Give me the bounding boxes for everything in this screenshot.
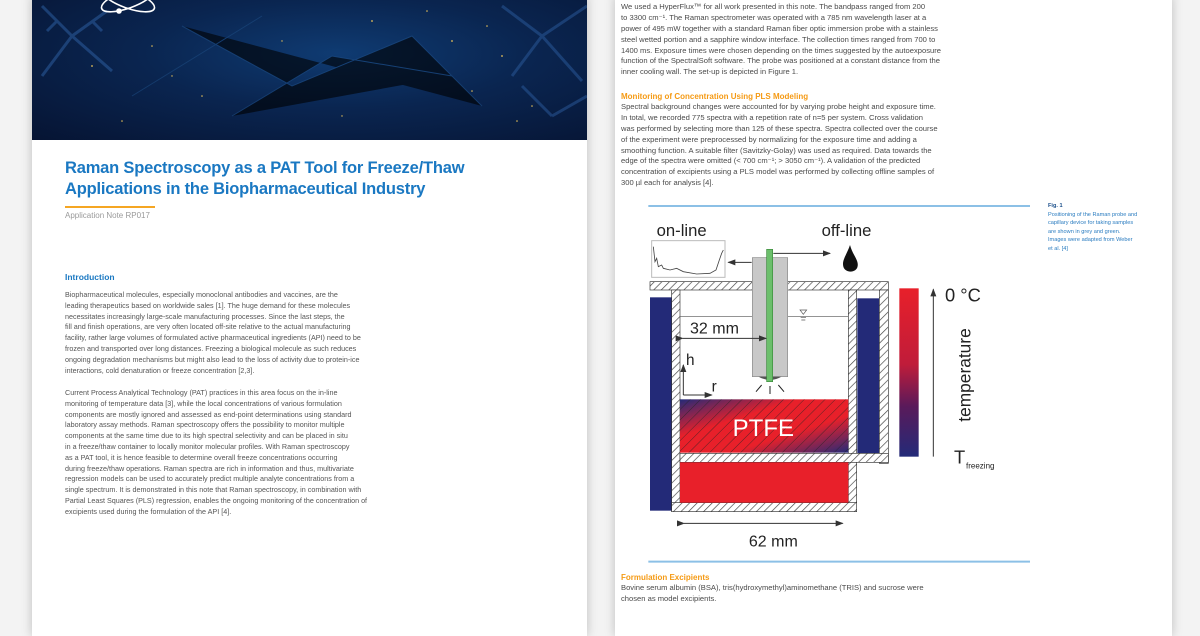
droplet-icon (843, 245, 858, 272)
text-line: laboratory assay methods. Raman spectroscopy offers the possibility to monitor multiple (65, 420, 345, 430)
ptfe-label: PTFE (732, 415, 795, 442)
text-line: monitoring of temperature data [3], while the local concentrations of various formulation (65, 398, 342, 408)
excipients-paragraph (621, 583, 924, 605)
text-line: chosen as model excipients. (621, 593, 717, 603)
text-line: frozen and transported over long distances. Freezing a biological molecule as such reduces (65, 343, 357, 353)
application-note-number: Application Note RP017 (65, 211, 150, 220)
text-line: steel wetted portion and a sapphire window interface. The collection times ranged from 700 to (621, 34, 936, 44)
document-title (65, 158, 565, 200)
snowflake-network-graphic (32, 0, 587, 140)
snowflake-icon (502, 6, 587, 116)
cooling-jacket-left (650, 297, 672, 510)
probe-distance-label: 32 mm (690, 320, 739, 338)
laser-rays-icon (756, 385, 784, 394)
r-label: r (711, 378, 717, 396)
width-label: 62 mm (748, 533, 798, 551)
text-line: regression models can be used to accurately predict multiple analyte concentrations from a (65, 474, 355, 484)
text-line: Spectral background changes were accounted for by varying probe height and exposure time. (621, 102, 936, 111)
text-line: as a PAT tool, it is hence feasible to determine overall freeze concentrations occurring (65, 452, 338, 462)
text-line: inner cooling wall. The set-up is depicted in Figure 1. (621, 67, 799, 77)
network-lines (132, 16, 482, 116)
figure-1-setup-diagram (630, 200, 1030, 570)
text-line: ongoing degradation mechanisms but might also lead to the loss of activity due to protein-ice (65, 354, 360, 364)
text-line: interactions, cold denaturation or freeze concentration [2,3]. (65, 365, 255, 375)
text-line: 1400 ms. Exposure times were chosen depending on the times suggested by the autoexposure (621, 45, 941, 55)
snowflake-icon (42, 6, 112, 76)
online-label: on-line (656, 221, 707, 240)
text-line: Current Process Analytical Technology (PAT) practices in this area focus on the in-line (65, 388, 338, 397)
figure-caption-text: Positioning of the Raman probe and capillary device for taking samples are shown in grey and green. Images were adapted from Weber et al. [4] (1048, 211, 1138, 252)
temperature-top-label: 0 °C (945, 284, 981, 306)
introduction-heading: Introduction (65, 272, 115, 282)
text-line: fill and finish operations, are very often located off-site relative to the actual manufacturing (65, 322, 351, 332)
text-line: during freeze/thaw operations. Raman spectra are rich in information and thus, multivariate (65, 463, 354, 473)
introduction-paragraph-2 (65, 388, 367, 518)
company-logo-icon (99, 0, 158, 17)
text-line: Partial Least Squares (PLS) regression, enables the ongoing monitoring of the concentration of (65, 495, 368, 505)
text-line: components are mostly ignored and assessed as end-point determinations using standard (65, 409, 352, 419)
temperature-bottom-label: T (954, 446, 966, 468)
figure-caption (1048, 202, 1138, 254)
text-line: leading therapeutics based on worldwide sales [1]. The huge demand for these molecules (65, 300, 351, 310)
pls-modeling-paragraph (621, 102, 938, 189)
formulation-excipients-heading: Formulation Excipients (621, 573, 710, 582)
text-line: function of the SpectralSoft software. The probe was positioned at a constant distance from the (621, 56, 940, 66)
temperature-color-scale (899, 288, 918, 456)
title-line: Applications in the Biopharmaceutical Industry (65, 180, 426, 198)
cooling-jacket-right (857, 298, 879, 453)
header-banner-image (32, 0, 587, 140)
heating-block (680, 462, 848, 502)
title-underline (65, 206, 155, 208)
title-line: Raman Spectroscopy as a PAT Tool for Freeze/Thaw (65, 159, 465, 177)
raman-spectrum-inset (652, 241, 725, 278)
text-line: We used a HyperFlux™ for all work presented in this note. The bandpass ranged from 200 (621, 2, 926, 11)
setup-paragraph (621, 2, 941, 78)
sampling-capillary (767, 249, 773, 381)
water-level-icon (800, 310, 807, 320)
text-line: concentration of excipients using a PLS model was performed by collecting offline samples of (621, 167, 935, 177)
text-line: edge of the spectra were omitted (< 700 cm⁻¹; > 3050 cm⁻¹). A validation of the predicted (621, 156, 921, 166)
h-label: h (686, 352, 695, 369)
text-line: Biopharmaceutical molecules, especially monoclonal antibodies and vaccines, are the (65, 290, 338, 299)
text-line: power of 495 mW together with a standard Raman fiber optic immersion probe with a stainless (621, 23, 938, 33)
text-line: smoothing function. A suitable filter (Savitzky-Golay) was used as required. Data towards the (621, 145, 932, 155)
text-line: in a freeze/thaw container to locally monitor molecular profiles. With Raman spectroscopy (65, 441, 350, 451)
text-line: excipients used during the formulation of the API [4]. (65, 506, 232, 516)
offline-label: off-line (821, 221, 872, 240)
text-line: In total, we recorded 775 spectra with a repetition rate of n=5 per system. Cross validation (621, 112, 924, 122)
figure-caption-label: Fig. 1 (1048, 203, 1063, 209)
text-line: to 3300 cm⁻¹. The Raman spectrometer was operated with a 785 nm wavelength laser at a (621, 12, 927, 22)
text-line: single spectrum. It is demonstrated in this note that Raman spectroscopy, in combination with (65, 485, 362, 495)
text-line: Bovine serum albumin (BSA), tris(hydroxymethyl)aminomethane (TRIS) and sucrose were (621, 583, 924, 592)
temperature-axis-label: temperature (954, 328, 975, 422)
temperature-bottom-subscript: freezing (966, 461, 995, 471)
text-line: of the experiment were preprocessed by normalizing for the exposure time and adding a (621, 134, 917, 144)
pls-modeling-heading: Monitoring of Concentration Using PLS Modeling (621, 92, 809, 101)
left-document-page (32, 0, 587, 636)
text-line: components at the same time due to its high spectral selectivity and can be placed in situ (65, 431, 348, 441)
introduction-paragraph-1 (65, 290, 361, 376)
text-line: 300 µl each for analysis [4]. (621, 178, 714, 188)
text-line: facility, rather large volumes of formulated active pharmaceutical ingredients (API) need to be (65, 333, 361, 343)
text-line: was performed by selecting more than 125 of these spectra. Spectra collected over the course (621, 123, 938, 133)
text-line: necessitates increasingly large-scale manufacturing processes. Since the last steps, the (65, 311, 345, 321)
